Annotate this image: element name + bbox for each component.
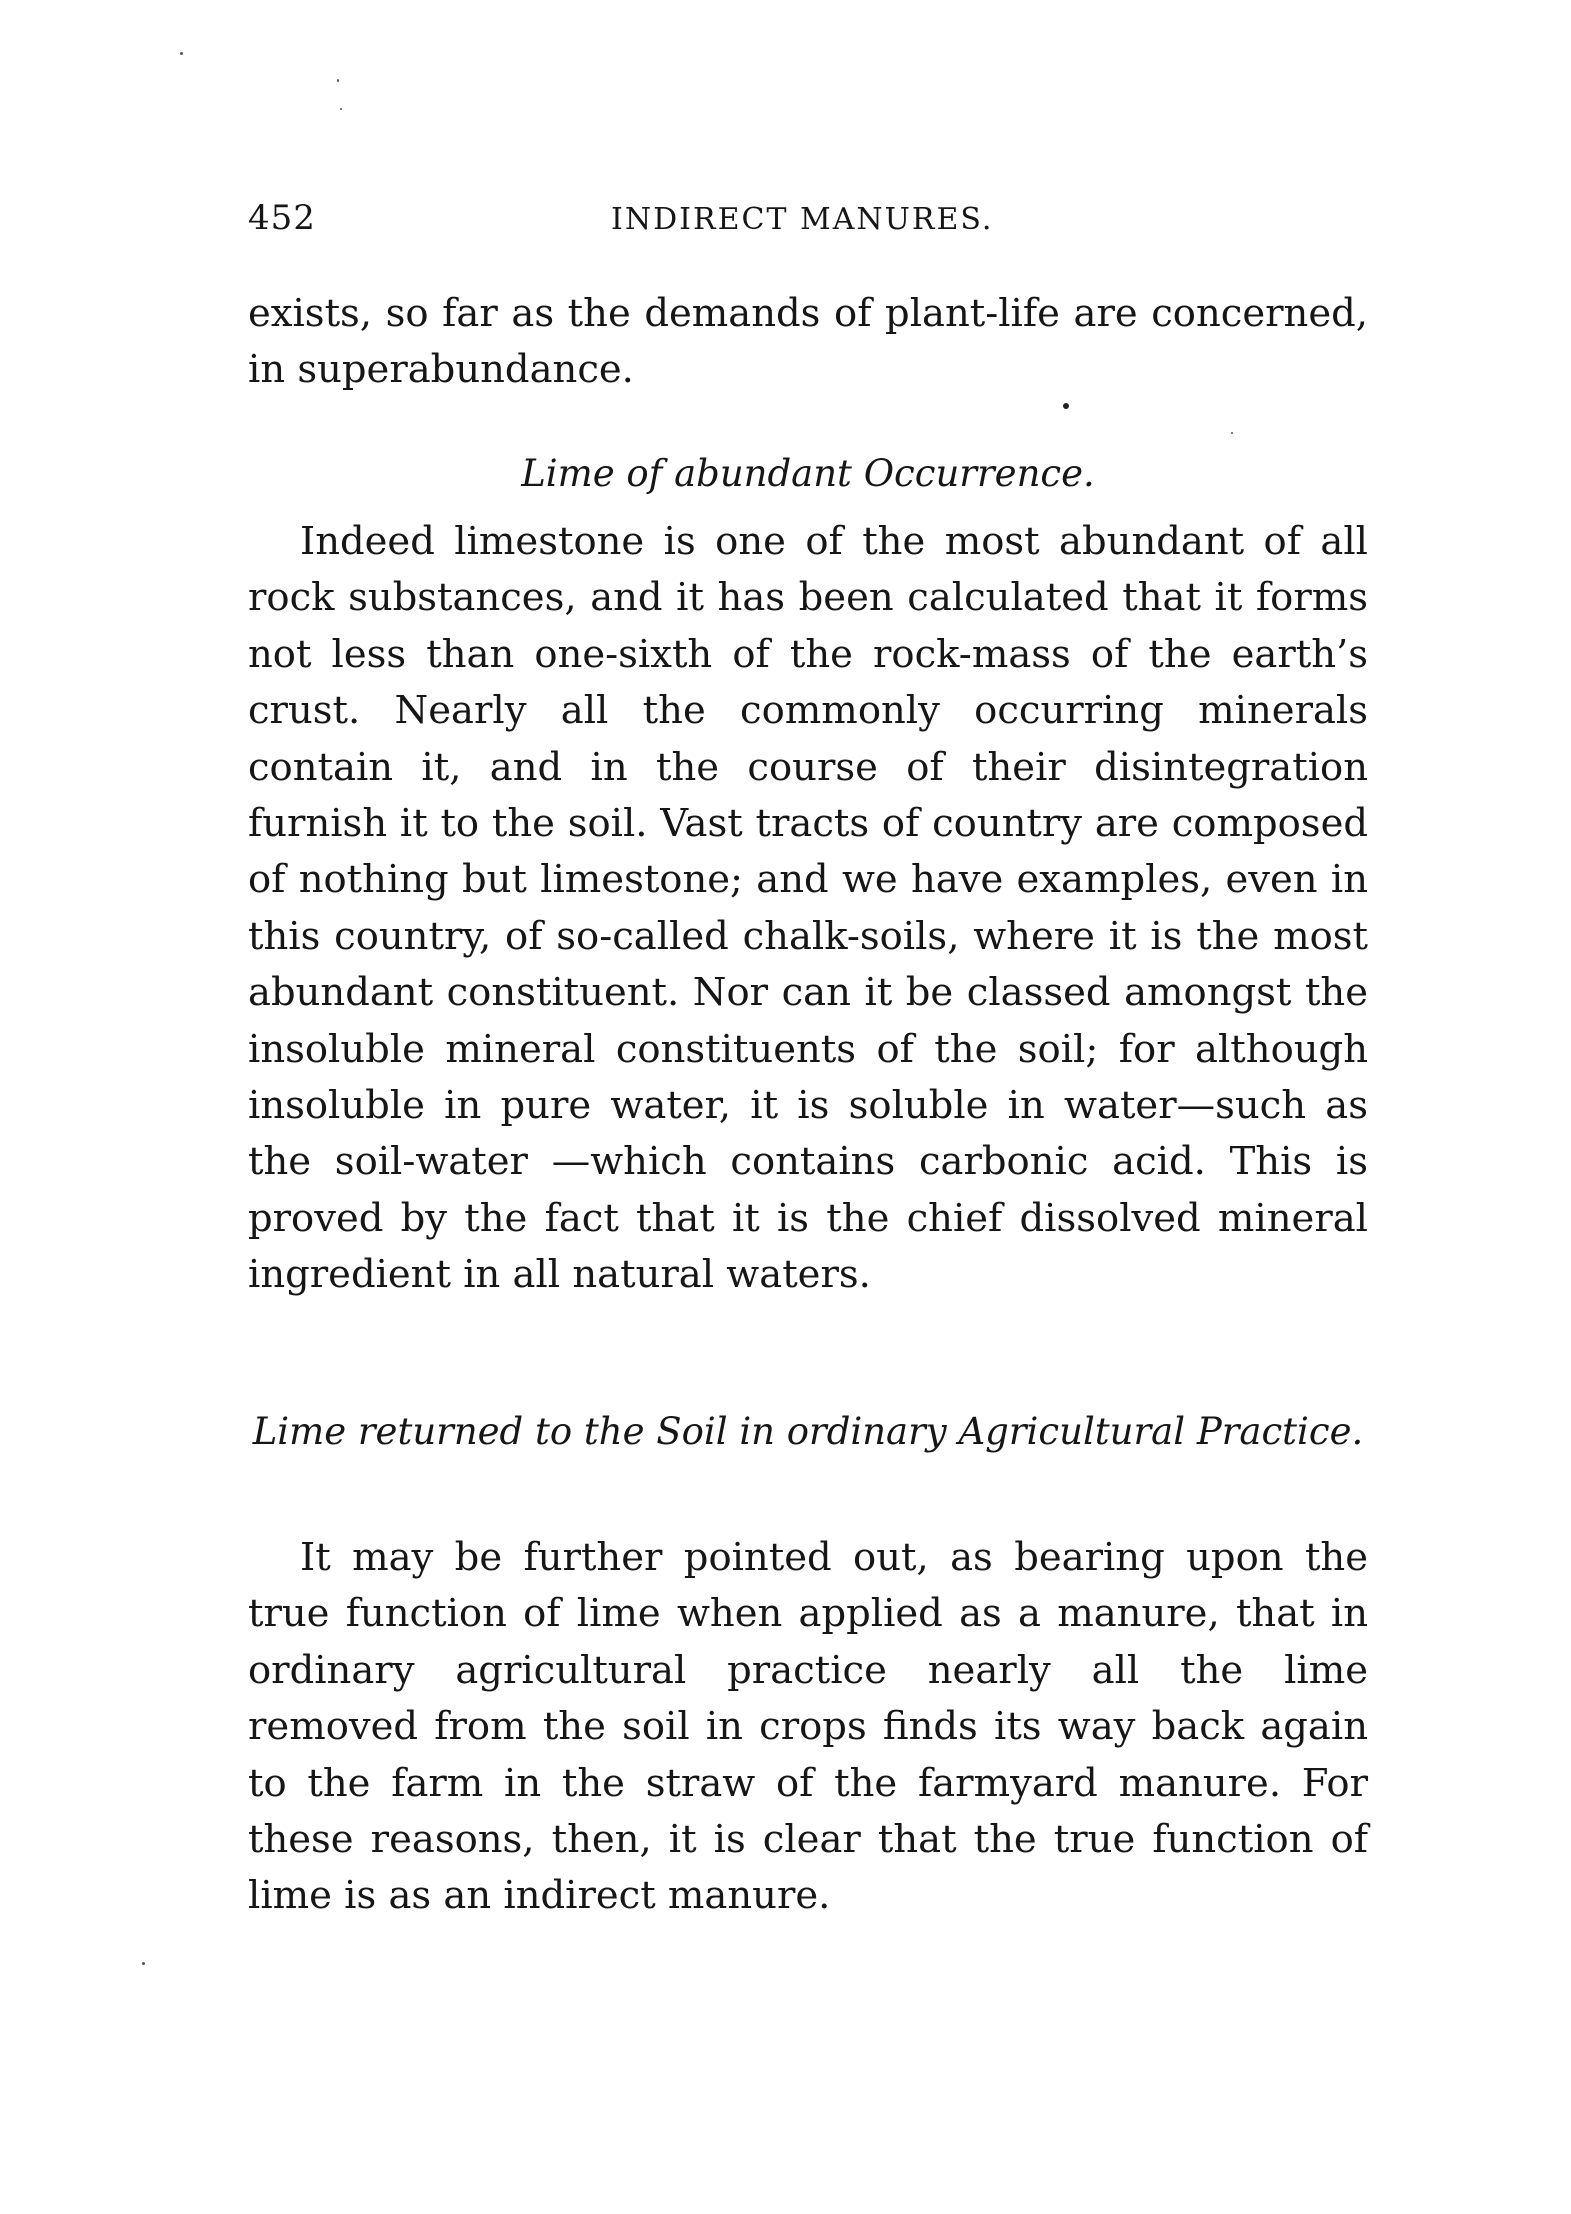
- section2-paragraph: [248, 1530, 1368, 1925]
- page-number: 452: [248, 198, 316, 238]
- section2-text: It may be further pointed out, as bearing upon the true function of lime when applied as a manure, that in ordinary agricultural practice nearly all the lime removed from the soil in crops finds its way back again to the farm in the straw of the farmyard manure. For these reasons, then, it is clear that the true function of lime is as an indirect manure.: [248, 1535, 1368, 1919]
- running-title: INDIRECT MANURES.: [611, 202, 994, 237]
- section1-paragraph: [248, 514, 1368, 1304]
- scan-speck: [1231, 432, 1233, 434]
- running-head: [248, 198, 1368, 248]
- scan-speck: [1063, 403, 1069, 409]
- section-heading-lime-occurrence: Lime of abundant Occurrence.: [521, 452, 1095, 495]
- scan-speck: [180, 52, 183, 55]
- continuation-text: exists, so far as the demands of plant-life are concerned, in superabundance.: [248, 291, 1368, 393]
- continuation-paragraph: [248, 286, 1368, 399]
- scan-speck: [142, 1962, 145, 1965]
- section-heading-lime-returned: Lime returned to the Soil in ordinary Agricultural Practice.: [252, 1410, 1364, 1453]
- section1-text: Indeed limestone is one of the most abundant of all rock substances, and it has been calculated that it forms not less than one-sixth of the rock-mass of the earth’s crust. Nearly all the commonly occurring minerals contain it, and in the course of their disintegration furnish it to the soil. Vast tracts of country are composed of nothing but limestone; and we have examples, even in this country, of so-called chalk-soils, where it is the most abundant constituent. Nor can it be classed amongst the insoluble mineral constituents of the soil; for although insoluble in pure water, it is soluble in water—such as the soil-water —which contains carbonic acid. This is proved by the fact that it is the chief dissolved mineral ingredient in all natural waters.: [248, 519, 1368, 1298]
- scan-speck: [337, 79, 339, 82]
- scan-speck: [340, 108, 342, 110]
